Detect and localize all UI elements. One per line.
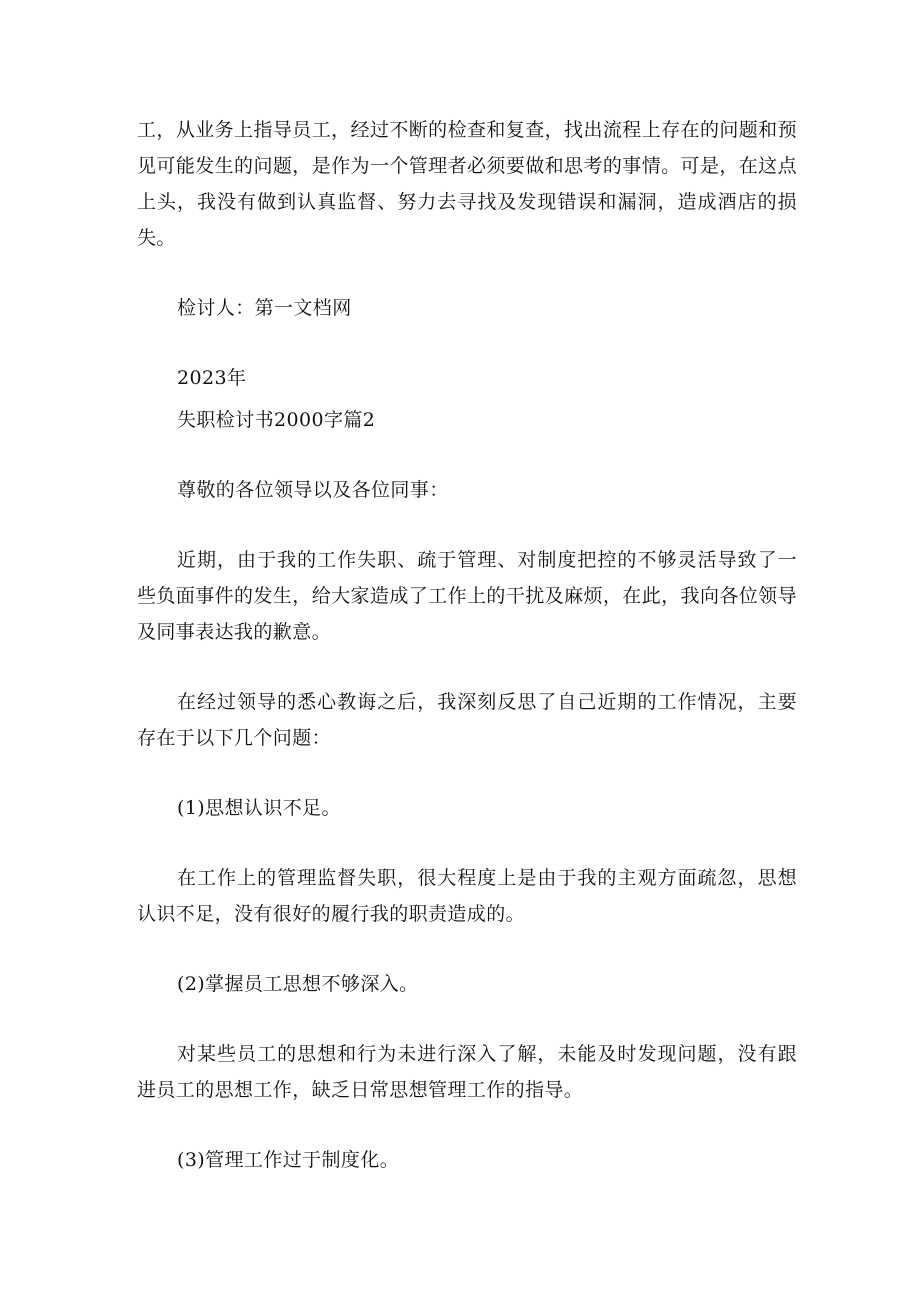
list-heading-3: (3)管理工作过于制度化。 [177,1149,400,1171]
paragraph-point-2: 对某些员工的思想和行为未进行深入了解，未能及时发现问题，没有跟进员工的思想工作，缺乏日常思想管理工作的指导。 [137,1043,797,1101]
document-body [137,112,797,1212]
list-heading-1: (1)思想认识不足。 [177,797,341,819]
paragraph-point-1: 在工作上的管理监督失职，很大程度上是由于我的主观方面疏忽，思想认识不足，没有很好的履行我的职责造成的。 [137,867,797,925]
paragraph-reflection: 在经过领导的悉心教诲之后，我深刻反思了自己近期的工作情况，主要存在于以下几个问题： [137,691,797,749]
author-line: 检讨人：第一文档网 [177,297,352,319]
paragraph-continuation: 工，从业务上指导员工，经过不断的检查和复查，找出流程上存在的问题和预见可能发生的问题，是作为一个管理者必须要做和思考的事情。可是，在这点上头，我没有做到认真监督、努力去寻找及发现错误和漏洞，造成酒店的损失。 [137,119,797,249]
list-heading-2: (2)掌握员工思想不够深入。 [177,973,419,995]
paragraph-intro: 近期，由于我的工作失职、疏于管理、对制度把控的不够灵活导致了一些负面事件的发生，给大家造成了工作上的干扰及麻烦，在此，我向各位领导及同事表达我的歉意。 [137,549,797,643]
salutation: 尊敬的各位领导以及各位同事： [177,479,449,501]
year-line: 2023年 [177,367,247,389]
section-title: 失职检讨书2000字篇2 [177,409,376,431]
